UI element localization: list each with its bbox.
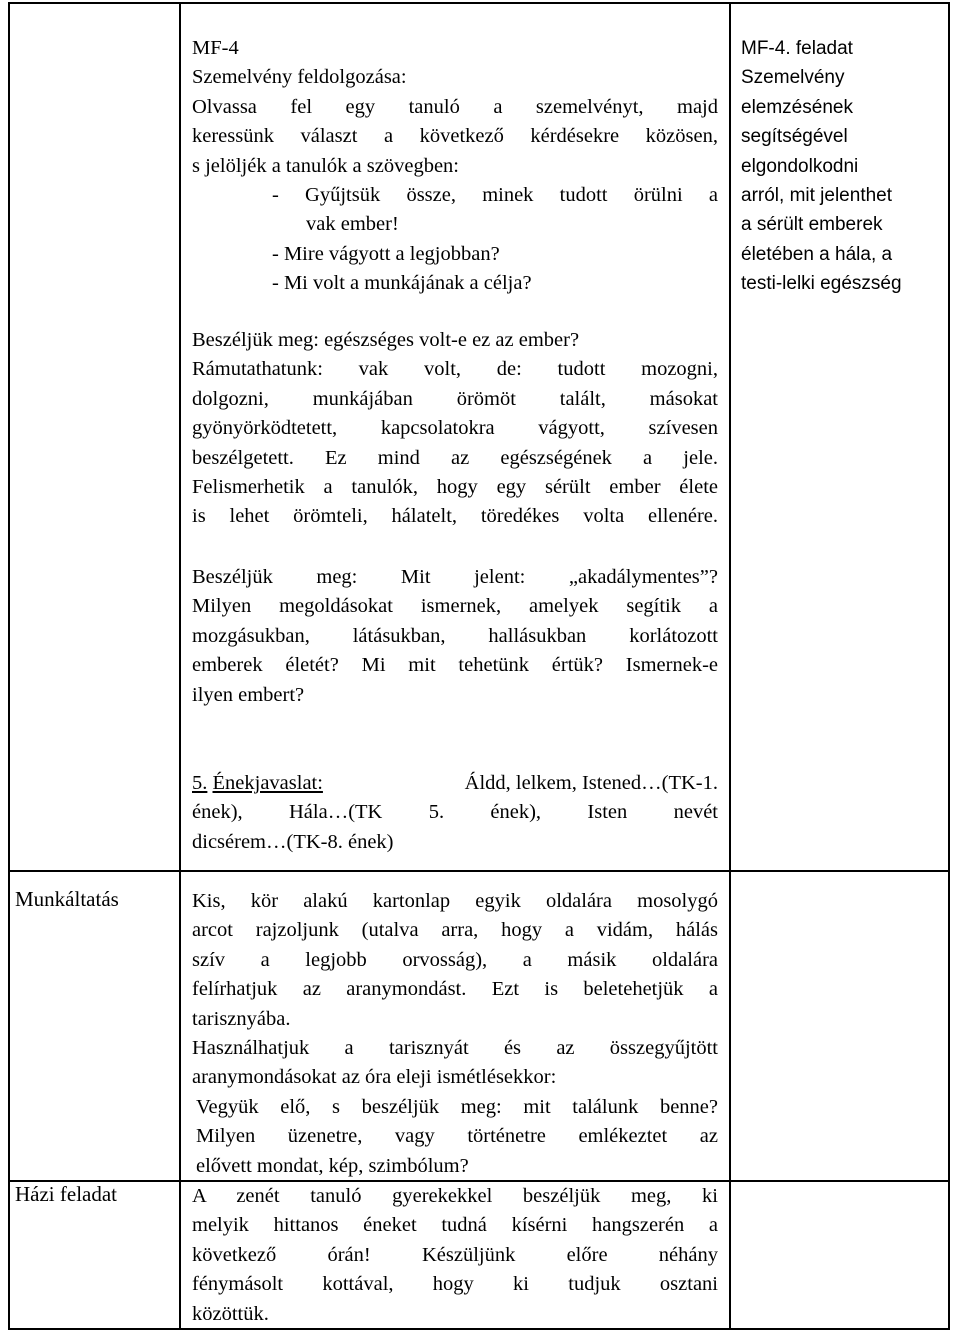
worksheet-instructions xyxy=(192,34,718,299)
song-number: 5. xyxy=(192,772,208,794)
song-label: Énekjavaslat: xyxy=(212,772,323,794)
text-line: következő órán! Készüljünk előre néhány xyxy=(192,1243,718,1266)
text-line: Olvassa fel egy tanuló a szemelvényt, majd xyxy=(192,95,718,118)
bullet-item: - Gyűjtsük össze, minek tudott örülni a xyxy=(272,184,718,207)
text-line: Kis, kör alakú kartonlap egyik oldalára mosolygó xyxy=(192,890,718,912)
row-label-munkaltatas: Munkáltatás xyxy=(15,887,119,911)
table-border-left xyxy=(8,2,10,1330)
hazi-feladat-content xyxy=(192,1182,718,1329)
table-border-col1 xyxy=(179,2,181,1330)
song-line-3: dicsérem…(TK-8. ének) xyxy=(192,830,394,853)
text-line: arcot rajzoljunk (utalva arra, hogy a vidám, hálás xyxy=(192,919,718,942)
text-line: Milyen üzenetre, vagy történetre emlékeztet az xyxy=(196,1125,718,1148)
text-line: mozgásukban, látásukban, hallásukban korlátozott xyxy=(192,624,718,647)
text-line: szív a legjobb orvosság), a másik oldalára xyxy=(192,948,718,971)
text-line: Használhatjuk a tarisznyát és az összegyűjtött xyxy=(192,1037,718,1060)
text-line: Vegyük elő, s beszéljük meg: mit találunk benne? xyxy=(196,1095,718,1118)
bullet-item-continued: vak ember! xyxy=(306,213,399,236)
lesson-goal-column xyxy=(741,34,941,299)
row-label-hazi-feladat: Házi feladat xyxy=(15,1182,118,1206)
song-suggestion xyxy=(192,769,718,857)
section-heading: Szemelvény feldolgozása: xyxy=(192,66,407,89)
text-line: dolgozni, munkájában örömöt talált, másokat xyxy=(192,387,718,410)
song-line-1 xyxy=(192,769,718,798)
text-line: Beszéljük meg: egészséges volt-e ez az ember? xyxy=(192,329,580,351)
text-line: elővett mondat, kép, szimbólum? xyxy=(196,1154,469,1177)
text-line: fénymásolt kottával, hogy ki tudjuk osztani xyxy=(192,1273,718,1296)
song-line-2: ének), Hála…(TK 5. ének), Isten nevét xyxy=(192,801,718,824)
text-line: A zenét tanuló gyerekekkel beszéljük meg, ki xyxy=(192,1185,718,1207)
text-line: felírhatjuk az aranymondást. Ezt is beletehetjük a xyxy=(192,978,718,1001)
worksheet-id: MF-4 xyxy=(192,37,239,59)
goal-line: életében a hála, a xyxy=(741,243,893,265)
table-border-right xyxy=(948,2,950,1330)
goal-line: MF-4. feladat xyxy=(741,38,853,59)
goal-line: elemzésének xyxy=(741,96,853,118)
text-line: Rámutathatunk: vak volt, de: tudott mozogni, xyxy=(192,358,718,381)
goal-line: testi-lelki egészség xyxy=(741,273,902,295)
text-line: Felismerhetik a tanulók, hogy egy sérült ember élete xyxy=(192,476,718,499)
text-line: tarisznyába. xyxy=(192,1007,291,1030)
goal-line: Szemelvény xyxy=(741,67,845,89)
table-border-top xyxy=(8,2,950,4)
text-line: emberek életét? Mi mit tehetünk értük? Ismernek-e xyxy=(192,654,718,677)
text-line: keressünk választ a következő kérdésekre közösen, xyxy=(192,125,718,148)
text-line: is lehet örömteli, hálatelt, töredékes volta ellenére. xyxy=(192,505,718,528)
text-line: Beszéljük meg: Mit jelent: „akadálymentes”? xyxy=(192,566,718,588)
text-line: beszélgetett. Ez mind az egészségének a jele. xyxy=(192,446,718,469)
text-line: közöttük. xyxy=(192,1302,269,1325)
table-border-col2 xyxy=(729,2,731,1330)
text-line: gyönyörködtetett, kapcsolatokra vágyott, szívesen xyxy=(192,417,718,440)
table-row-divider-1 xyxy=(8,870,950,872)
goal-line: segítségével xyxy=(741,126,848,148)
discussion-paragraph-1 xyxy=(192,326,718,532)
bullet-item: - Mi volt a munkájának a célja? xyxy=(272,272,532,295)
discussion-paragraph-2 xyxy=(192,563,718,710)
text-line: s jelöljék a tanulók a szövegben: xyxy=(192,154,459,177)
goal-line: a sérült emberek xyxy=(741,214,883,236)
song-line-1-rest: Áldd, lelkem, Istened…(TK-1. xyxy=(464,772,718,794)
goal-line: elgondolkodni xyxy=(741,155,859,177)
text-line: Milyen megoldásokat ismernek, amelyek segítik a xyxy=(192,595,718,618)
munkaltatas-content xyxy=(192,887,718,1181)
text-line: melyik hittanos éneket tudná kísérni hangszerén a xyxy=(192,1214,718,1237)
song-label-group xyxy=(192,769,323,798)
text-line: ilyen embert? xyxy=(192,683,305,706)
text-line: aranymondásokat az óra eleji ismétlésekkor: xyxy=(192,1066,557,1089)
bullet-item: - Mire vágyott a legjobban? xyxy=(272,242,500,265)
goal-line: arról, mit jelenthet xyxy=(741,185,893,207)
